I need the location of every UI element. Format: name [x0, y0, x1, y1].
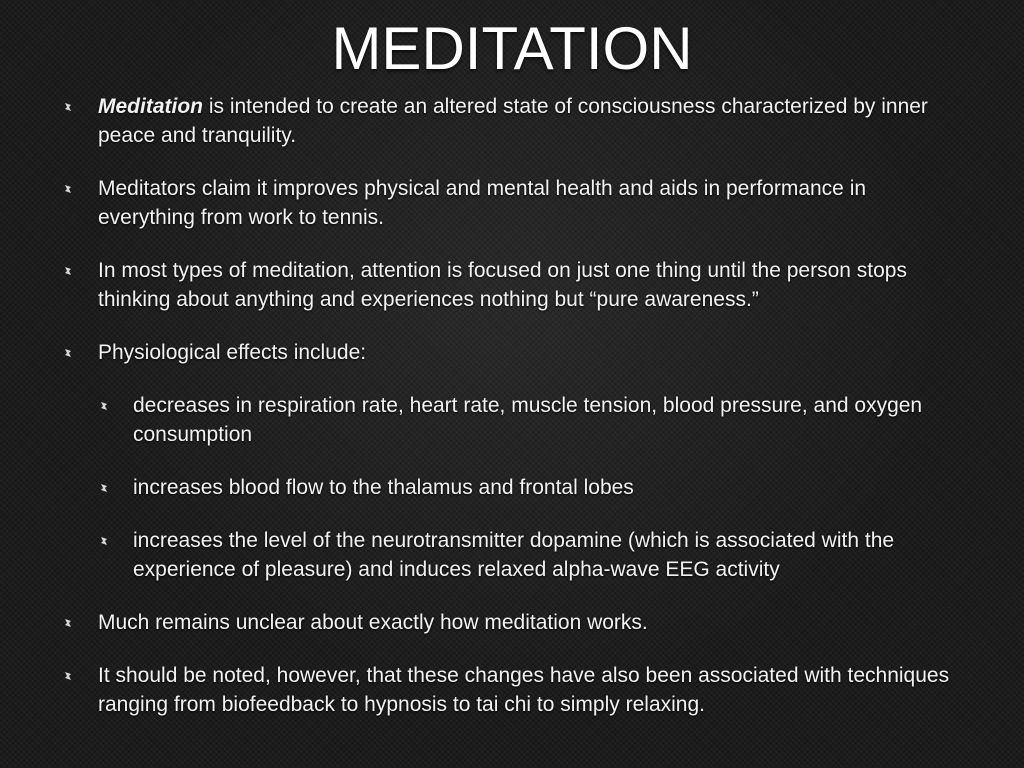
bullet-text: Much remains unclear about exactly how meditation works. — [98, 611, 648, 634]
pin-icon — [64, 618, 72, 628]
pin-icon — [64, 102, 72, 112]
sub-bullet-item — [0, 391, 963, 449]
bullet-text: Meditators claim it improves physical and mental health and aids in performance in everything from work to tennis. — [98, 177, 867, 229]
sub-bullet-item — [0, 473, 963, 502]
bullet-emphasis: Meditation — [98, 95, 203, 118]
bullet-item — [0, 608, 960, 637]
bullet-item — [0, 92, 960, 150]
pin-icon — [64, 671, 72, 681]
pin-icon — [100, 483, 108, 493]
slide-title: MEDITATION — [331, 15, 693, 82]
sub-bullet-text: increases the level of the neurotransmitter dopamine (which is associated with the experience of pleasure) and induces relaxed alpha-wave EEG activity — [133, 529, 895, 581]
bullet-list — [0, 92, 1024, 743]
bullet-text: Physiological effects include: — [98, 341, 367, 364]
sub-bullet-text: increases blood flow to the thalamus and frontal lobes — [133, 476, 634, 499]
bullet-item — [0, 338, 960, 367]
sub-bullet-item — [0, 526, 963, 584]
pin-icon — [100, 401, 108, 411]
bullet-text: is intended to create an altered state of consciousness characterized by inner peace and tranquility. — [98, 95, 928, 147]
pin-icon — [100, 536, 108, 546]
sub-bullet-text: decreases in respiration rate, heart rate, muscle tension, blood pressure, and oxygen consumption — [133, 394, 923, 446]
bullet-item — [0, 256, 960, 314]
bullet-text: It should be noted, however, that these changes have also been associated with techniques ranging from biofeedback to hypnosis to tai chi to simply relaxing. — [98, 664, 950, 716]
bullet-item — [0, 661, 960, 719]
pin-icon — [64, 266, 72, 276]
bullet-text: In most types of meditation, attention is focused on just one thing until the person stops thinking about anything and experiences nothing but “pure awareness.” — [98, 259, 907, 311]
pin-icon — [64, 348, 72, 358]
bullet-item — [0, 174, 960, 232]
pin-icon — [64, 184, 72, 194]
